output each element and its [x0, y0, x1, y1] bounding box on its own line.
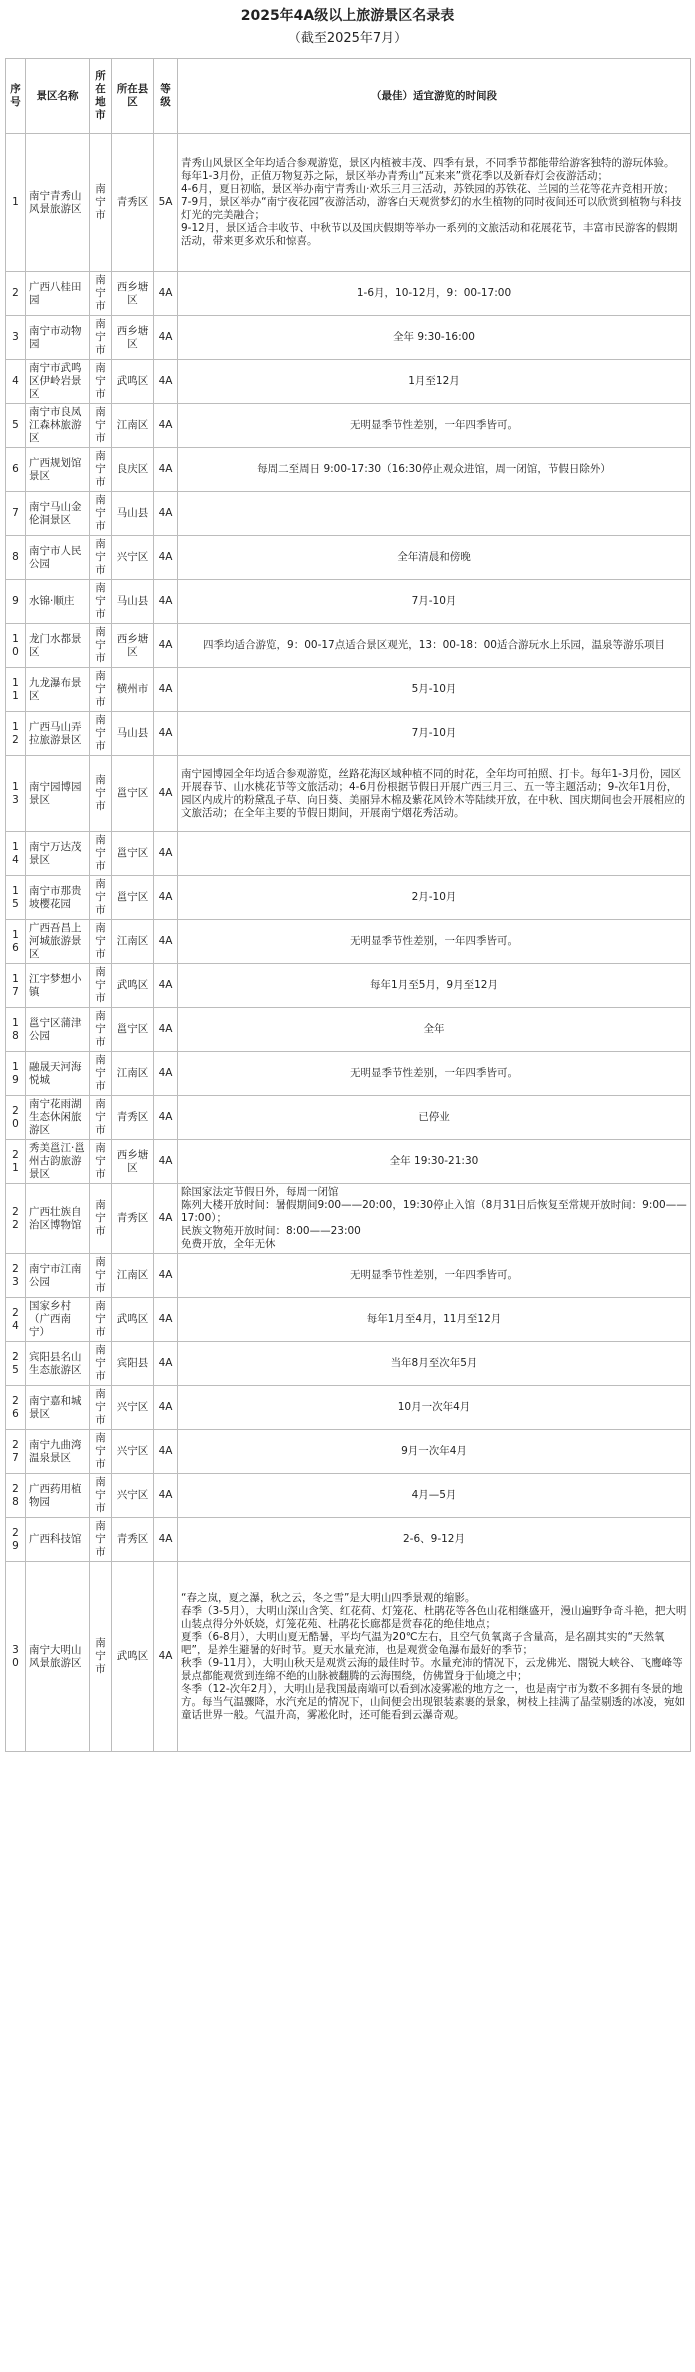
cell-level: 4A [154, 316, 178, 360]
cell-name: 广西规划馆景区 [26, 448, 90, 492]
cell-no: 26 [6, 1386, 26, 1430]
cell-no: 13 [6, 756, 26, 832]
cell-level: 4A [154, 1562, 178, 1752]
cell-level: 4A [154, 756, 178, 832]
cell-no: 10 [6, 624, 26, 668]
cell-no: 30 [6, 1562, 26, 1752]
cell-no: 16 [6, 920, 26, 964]
cell-name: 南宁马山金伦洞景区 [26, 492, 90, 536]
cell-county: 西乡塘区 [112, 316, 154, 360]
cell-county: 兴宁区 [112, 536, 154, 580]
cell-county: 宾阳县 [112, 1342, 154, 1386]
cell-name: 南宁九曲湾温泉景区 [26, 1430, 90, 1474]
cell-city: 南宁市 [90, 1254, 112, 1298]
cell-county: 马山县 [112, 712, 154, 756]
cell-name: 广西八桂田园 [26, 272, 90, 316]
cell-county: 西乡塘区 [112, 272, 154, 316]
cell-level: 4A [154, 580, 178, 624]
cell-no: 27 [6, 1430, 26, 1474]
cell-time: 每周二至周日 9:00-17:30（16:30停止观众进馆，周一闭馆，节假日除外） [178, 448, 691, 492]
cell-city: 南宁市 [90, 1140, 112, 1184]
cell-time [178, 832, 691, 876]
cell-county: 西乡塘区 [112, 1140, 154, 1184]
cell-level: 4A [154, 536, 178, 580]
cell-name: 南宁市江南公园 [26, 1254, 90, 1298]
cell-name: 广西吾昌上河城旅游景区 [26, 920, 90, 964]
cell-city: 南宁市 [90, 876, 112, 920]
cell-time: 无明显季节性差别，一年四季皆可。 [178, 1254, 691, 1298]
page-subtitle: （截至2025年7月） [287, 31, 408, 46]
cell-level: 4A [154, 1430, 178, 1474]
cell-name: 南宁市那贵坡樱花园 [26, 876, 90, 920]
cell-name: 国家乡村（广西南宁） [26, 1298, 90, 1342]
cell-county: 青秀区 [112, 1518, 154, 1562]
table-header-row [6, 59, 691, 134]
cell-city: 南宁市 [90, 712, 112, 756]
cell-city: 南宁市 [90, 1518, 112, 1562]
cell-city: 南宁市 [90, 832, 112, 876]
cell-no: 23 [6, 1254, 26, 1298]
cell-level: 4A [154, 712, 178, 756]
table-row [6, 1342, 691, 1386]
cell-name: 南宁市良凤江森林旅游区 [26, 404, 90, 448]
cell-county: 武鸣区 [112, 964, 154, 1008]
cell-city: 南宁市 [90, 920, 112, 964]
table-row [6, 1096, 691, 1140]
cell-name: 融晟天河海悦城 [26, 1052, 90, 1096]
cell-time: 已停业 [178, 1096, 691, 1140]
cell-county: 青秀区 [112, 1096, 154, 1140]
cell-no: 4 [6, 360, 26, 404]
cell-time: 全年 19:30-21:30 [178, 1140, 691, 1184]
cell-name: 龙门水都景区 [26, 624, 90, 668]
cell-name: 邕宁区蒲津公园 [26, 1008, 90, 1052]
header-no: 序号 [6, 59, 26, 134]
cell-no: 6 [6, 448, 26, 492]
table-row [6, 1562, 691, 1752]
cell-time: 5月-10月 [178, 668, 691, 712]
cell-city: 南宁市 [90, 1052, 112, 1096]
cell-time: 1月至12月 [178, 360, 691, 404]
table-row [6, 404, 691, 448]
cell-county: 江南区 [112, 1254, 154, 1298]
cell-city: 南宁市 [90, 316, 112, 360]
cell-county: 江南区 [112, 1052, 154, 1096]
table-row [6, 1052, 691, 1096]
cell-city: 南宁市 [90, 624, 112, 668]
cell-city: 南宁市 [90, 134, 112, 272]
cell-city: 南宁市 [90, 1386, 112, 1430]
cell-level: 4A [154, 492, 178, 536]
cell-level: 4A [154, 920, 178, 964]
cell-time: 南宁园博园全年均适合参观游览，丝路花海区域种植不同的时花，全年均可拍照、打卡。每年1-3月份，园区开展春节、山水桃花节等文旅活动；4-6月份根据节假日开展广西三月三、五一等主题活动；9-次年1月份，园区内成片的粉黛乱子草、向日葵、美丽异木棉及紫花风铃木等陆续开放，在中秋、国庆期间也会开展相应的文旅活动；在全年主要的节假日期间，开展南宁烟花秀活动。 [178, 756, 691, 832]
cell-level: 4A [154, 1254, 178, 1298]
cell-level: 4A [154, 1386, 178, 1430]
cell-name: 南宁青秀山风景旅游区 [26, 134, 90, 272]
cell-no: 29 [6, 1518, 26, 1562]
cell-name: 江宇梦想小镇 [26, 964, 90, 1008]
cell-no: 9 [6, 580, 26, 624]
cell-name: 南宁万达茂景区 [26, 832, 90, 876]
cell-no: 7 [6, 492, 26, 536]
cell-time: 1-6月，10-12月，9：00-17:00 [178, 272, 691, 316]
cell-time: 每年1月至4月，11月至12月 [178, 1298, 691, 1342]
cell-no: 21 [6, 1140, 26, 1184]
cell-county: 邕宁区 [112, 832, 154, 876]
cell-time: 全年 9:30-16:00 [178, 316, 691, 360]
cell-city: 南宁市 [90, 1342, 112, 1386]
cell-time: 4月—5月 [178, 1474, 691, 1518]
cell-name: 广西马山弄拉旅游景区 [26, 712, 90, 756]
cell-city: 南宁市 [90, 668, 112, 712]
cell-time: 9月一次年4月 [178, 1430, 691, 1474]
table-row [6, 1430, 691, 1474]
cell-name: 水锦·顺庄 [26, 580, 90, 624]
table-row [6, 492, 691, 536]
table-row [6, 1518, 691, 1562]
cell-name: 南宁市动物园 [26, 316, 90, 360]
table-row [6, 360, 691, 404]
table-row [6, 964, 691, 1008]
table-row [6, 1474, 691, 1518]
cell-time: 7月-10月 [178, 712, 691, 756]
cell-county: 兴宁区 [112, 1430, 154, 1474]
cell-county: 武鸣区 [112, 1298, 154, 1342]
table-row [6, 316, 691, 360]
cell-county: 横州市 [112, 668, 154, 712]
cell-city: 南宁市 [90, 1298, 112, 1342]
table-row [6, 832, 691, 876]
cell-name: 南宁市武鸣区伊岭岩景区 [26, 360, 90, 404]
cell-time: 全年清晨和傍晚 [178, 536, 691, 580]
cell-county: 邕宁区 [112, 876, 154, 920]
cell-no: 20 [6, 1096, 26, 1140]
cell-time: 无明显季节性差别，一年四季皆可。 [178, 920, 691, 964]
scenic-spot-table [5, 58, 691, 1752]
cell-time: 全年 [178, 1008, 691, 1052]
header-level: 等级 [154, 59, 178, 134]
header-county: 所在县区 [112, 59, 154, 134]
cell-name: 南宁园博园景区 [26, 756, 90, 832]
table-row [6, 1254, 691, 1298]
cell-level: 4A [154, 1474, 178, 1518]
cell-no: 14 [6, 832, 26, 876]
cell-city: 南宁市 [90, 360, 112, 404]
cell-no: 17 [6, 964, 26, 1008]
cell-no: 3 [6, 316, 26, 360]
cell-city: 南宁市 [90, 1562, 112, 1752]
cell-name: 南宁市人民公园 [26, 536, 90, 580]
cell-time: 每年1月至5月，9月至12月 [178, 964, 691, 1008]
cell-level: 4A [154, 1008, 178, 1052]
table-row [6, 1008, 691, 1052]
table-row [6, 1298, 691, 1342]
cell-time: 无明显季节性差别，一年四季皆可。 [178, 1052, 691, 1096]
cell-level: 4A [154, 448, 178, 492]
table-row [6, 712, 691, 756]
cell-name: 秀美邕江·邕州古韵旅游景区 [26, 1140, 90, 1184]
cell-time: 四季均适合游览，9：00-17点适合景区观光，13：00-18：00适合游玩水上乐园，温泉等游乐项目 [178, 624, 691, 668]
table-row [6, 920, 691, 964]
table-row [6, 448, 691, 492]
cell-time [178, 492, 691, 536]
cell-name: 九龙瀑布景区 [26, 668, 90, 712]
table-row [6, 134, 691, 272]
cell-county: 武鸣区 [112, 1562, 154, 1752]
table-row [6, 1184, 691, 1254]
table-row [6, 668, 691, 712]
cell-county: 马山县 [112, 492, 154, 536]
cell-no: 19 [6, 1052, 26, 1096]
cell-time: 当年8月至次年5月 [178, 1342, 691, 1386]
cell-level: 4A [154, 404, 178, 448]
cell-county: 青秀区 [112, 134, 154, 272]
cell-county: 良庆区 [112, 448, 154, 492]
cell-no: 11 [6, 668, 26, 712]
cell-county: 青秀区 [112, 1184, 154, 1254]
cell-level: 4A [154, 1140, 178, 1184]
table-row [6, 272, 691, 316]
cell-level: 4A [154, 832, 178, 876]
cell-time: 青秀山风景区全年均适合参观游览，景区内植被丰茂、四季有景，不同季节都能带给游客独特的游玩体验。 每年1-3月份，正值万物复苏之际，景区举办青秀山“瓦来来”赏花季以及新春灯会夜游活动； 4-6月，夏日初临，景区举办南宁青秀山·欢乐三月三活动，苏铁园的苏铁花、兰园的兰花等花卉竞相开放； 7-9月，景区举办“南宁夜花园”夜游活动，游客白天观赏梦幻的水生植物的同时夜间还可以欣赏到植物与科技灯光的完美融合； 9-12月，景区适合丰收节、中秋节以及国庆假期等举办一系列的文旅活动和花展花节，丰富市民游客的假期活动，带来更多欢乐和惊喜。 [178, 134, 691, 272]
cell-level: 4A [154, 1184, 178, 1254]
cell-county: 邕宁区 [112, 1008, 154, 1052]
cell-county: 邕宁区 [112, 756, 154, 832]
cell-name: 广西药用植物园 [26, 1474, 90, 1518]
cell-name: 南宁花雨湖生态休闲旅游区 [26, 1096, 90, 1140]
cell-city: 南宁市 [90, 1096, 112, 1140]
cell-no: 25 [6, 1342, 26, 1386]
cell-level: 5A [154, 134, 178, 272]
cell-city: 南宁市 [90, 448, 112, 492]
table-row [6, 1386, 691, 1430]
cell-time: 2月-10月 [178, 876, 691, 920]
cell-time: 7月-10月 [178, 580, 691, 624]
cell-city: 南宁市 [90, 964, 112, 1008]
cell-city: 南宁市 [90, 1184, 112, 1254]
cell-city: 南宁市 [90, 756, 112, 832]
cell-city: 南宁市 [90, 492, 112, 536]
cell-level: 4A [154, 1052, 178, 1096]
cell-level: 4A [154, 876, 178, 920]
cell-city: 南宁市 [90, 404, 112, 448]
cell-name: 宾阳县名山生态旅游区 [26, 1342, 90, 1386]
header-name: 景区名称 [26, 59, 90, 134]
cell-no: 28 [6, 1474, 26, 1518]
table-row [6, 536, 691, 580]
cell-no: 22 [6, 1184, 26, 1254]
cell-city: 南宁市 [90, 1008, 112, 1052]
cell-time: 10月一次年4月 [178, 1386, 691, 1430]
table-row [6, 1140, 691, 1184]
cell-level: 4A [154, 624, 178, 668]
cell-no: 15 [6, 876, 26, 920]
cell-county: 江南区 [112, 920, 154, 964]
cell-name: 南宁嘉和城景区 [26, 1386, 90, 1430]
cell-level: 4A [154, 964, 178, 1008]
cell-no: 12 [6, 712, 26, 756]
cell-county: 兴宁区 [112, 1386, 154, 1430]
cell-name: 广西壮族自治区博物馆 [26, 1184, 90, 1254]
cell-no: 8 [6, 536, 26, 580]
cell-city: 南宁市 [90, 536, 112, 580]
cell-no: 1 [6, 134, 26, 272]
cell-no: 24 [6, 1298, 26, 1342]
cell-county: 马山县 [112, 580, 154, 624]
cell-level: 4A [154, 272, 178, 316]
table-row [6, 624, 691, 668]
table-row [6, 876, 691, 920]
cell-name: 广西科技馆 [26, 1518, 90, 1562]
cell-city: 南宁市 [90, 580, 112, 624]
table-row [6, 756, 691, 832]
page-title: 2025年4A级以上旅游景区名录表 [240, 8, 455, 24]
cell-no: 5 [6, 404, 26, 448]
cell-no: 18 [6, 1008, 26, 1052]
cell-time: 无明显季节性差别，一年四季皆可。 [178, 404, 691, 448]
cell-level: 4A [154, 1096, 178, 1140]
cell-no: 2 [6, 272, 26, 316]
cell-city: 南宁市 [90, 1430, 112, 1474]
cell-city: 南宁市 [90, 1474, 112, 1518]
header-city: 所在地市 [90, 59, 112, 134]
cell-level: 4A [154, 1342, 178, 1386]
cell-time: 2-6、9-12月 [178, 1518, 691, 1562]
cell-county: 西乡塘区 [112, 624, 154, 668]
cell-county: 兴宁区 [112, 1474, 154, 1518]
cell-time: “春之岚，夏之瀑，秋之云，冬之雪”是大明山四季景观的缩影。 春季（3-5月），大明山深山含笑、红花荷、灯笼花、杜鹃花等各色山花相继盛开，漫山遍野争奇斗艳，把大明山装点得分外妖娆，灯笼花苑、杜鹃花长廊都是赏春花的绝佳地点； 夏季（6-8月），大明山夏无酷暑，平均气温为20℃左右，且空气负氧离子含量高，是名副其实的“天然氧吧”，是养生避暑的好时节。夏天水量充沛，也是观赏金龟瀑布最好的季节； 秋季（9-11月），大明山秋天是观赏云海的最佳时节。水量充沛的情况下，云龙佛光、閤锐大峡谷、飞鹰峰等景点都能观赏到连绵不绝的山脉被翻腾的云海围绕，仿佛置身于仙境之中； 冬季（12-次年2月），大明山是我国最南端可以看到冰凌雾凇的地方之一，也是南宁市为数不多拥有冬景的地方。每当气温骤降，水汽充足的情况下，山间便会出现银装素裹的景象，树枝上挂满了晶莹剔透的冰凌，宛如童话世界一般。气温升高，雾凇化时，还可能看到云瀑奇观。 [178, 1562, 691, 1752]
cell-level: 4A [154, 360, 178, 404]
cell-level: 4A [154, 1298, 178, 1342]
cell-city: 南宁市 [90, 272, 112, 316]
cell-name: 南宁大明山风景旅游区 [26, 1562, 90, 1752]
table-row [6, 580, 691, 624]
cell-time: 除国家法定节假日外，每周一闭馆 陈列大楼开放时间：暑假期间9:00——20:00，19:30停止入馆（8月31日后恢复至常规开放时间：9:00——17:00）； 民族文物苑开放时间：8:00——23:00 免费开放，全年无休 [178, 1184, 691, 1254]
cell-county: 武鸣区 [112, 360, 154, 404]
header-time: （最佳）适宜游览的时间段 [178, 59, 691, 134]
cell-level: 4A [154, 1518, 178, 1562]
cell-level: 4A [154, 668, 178, 712]
cell-county: 江南区 [112, 404, 154, 448]
